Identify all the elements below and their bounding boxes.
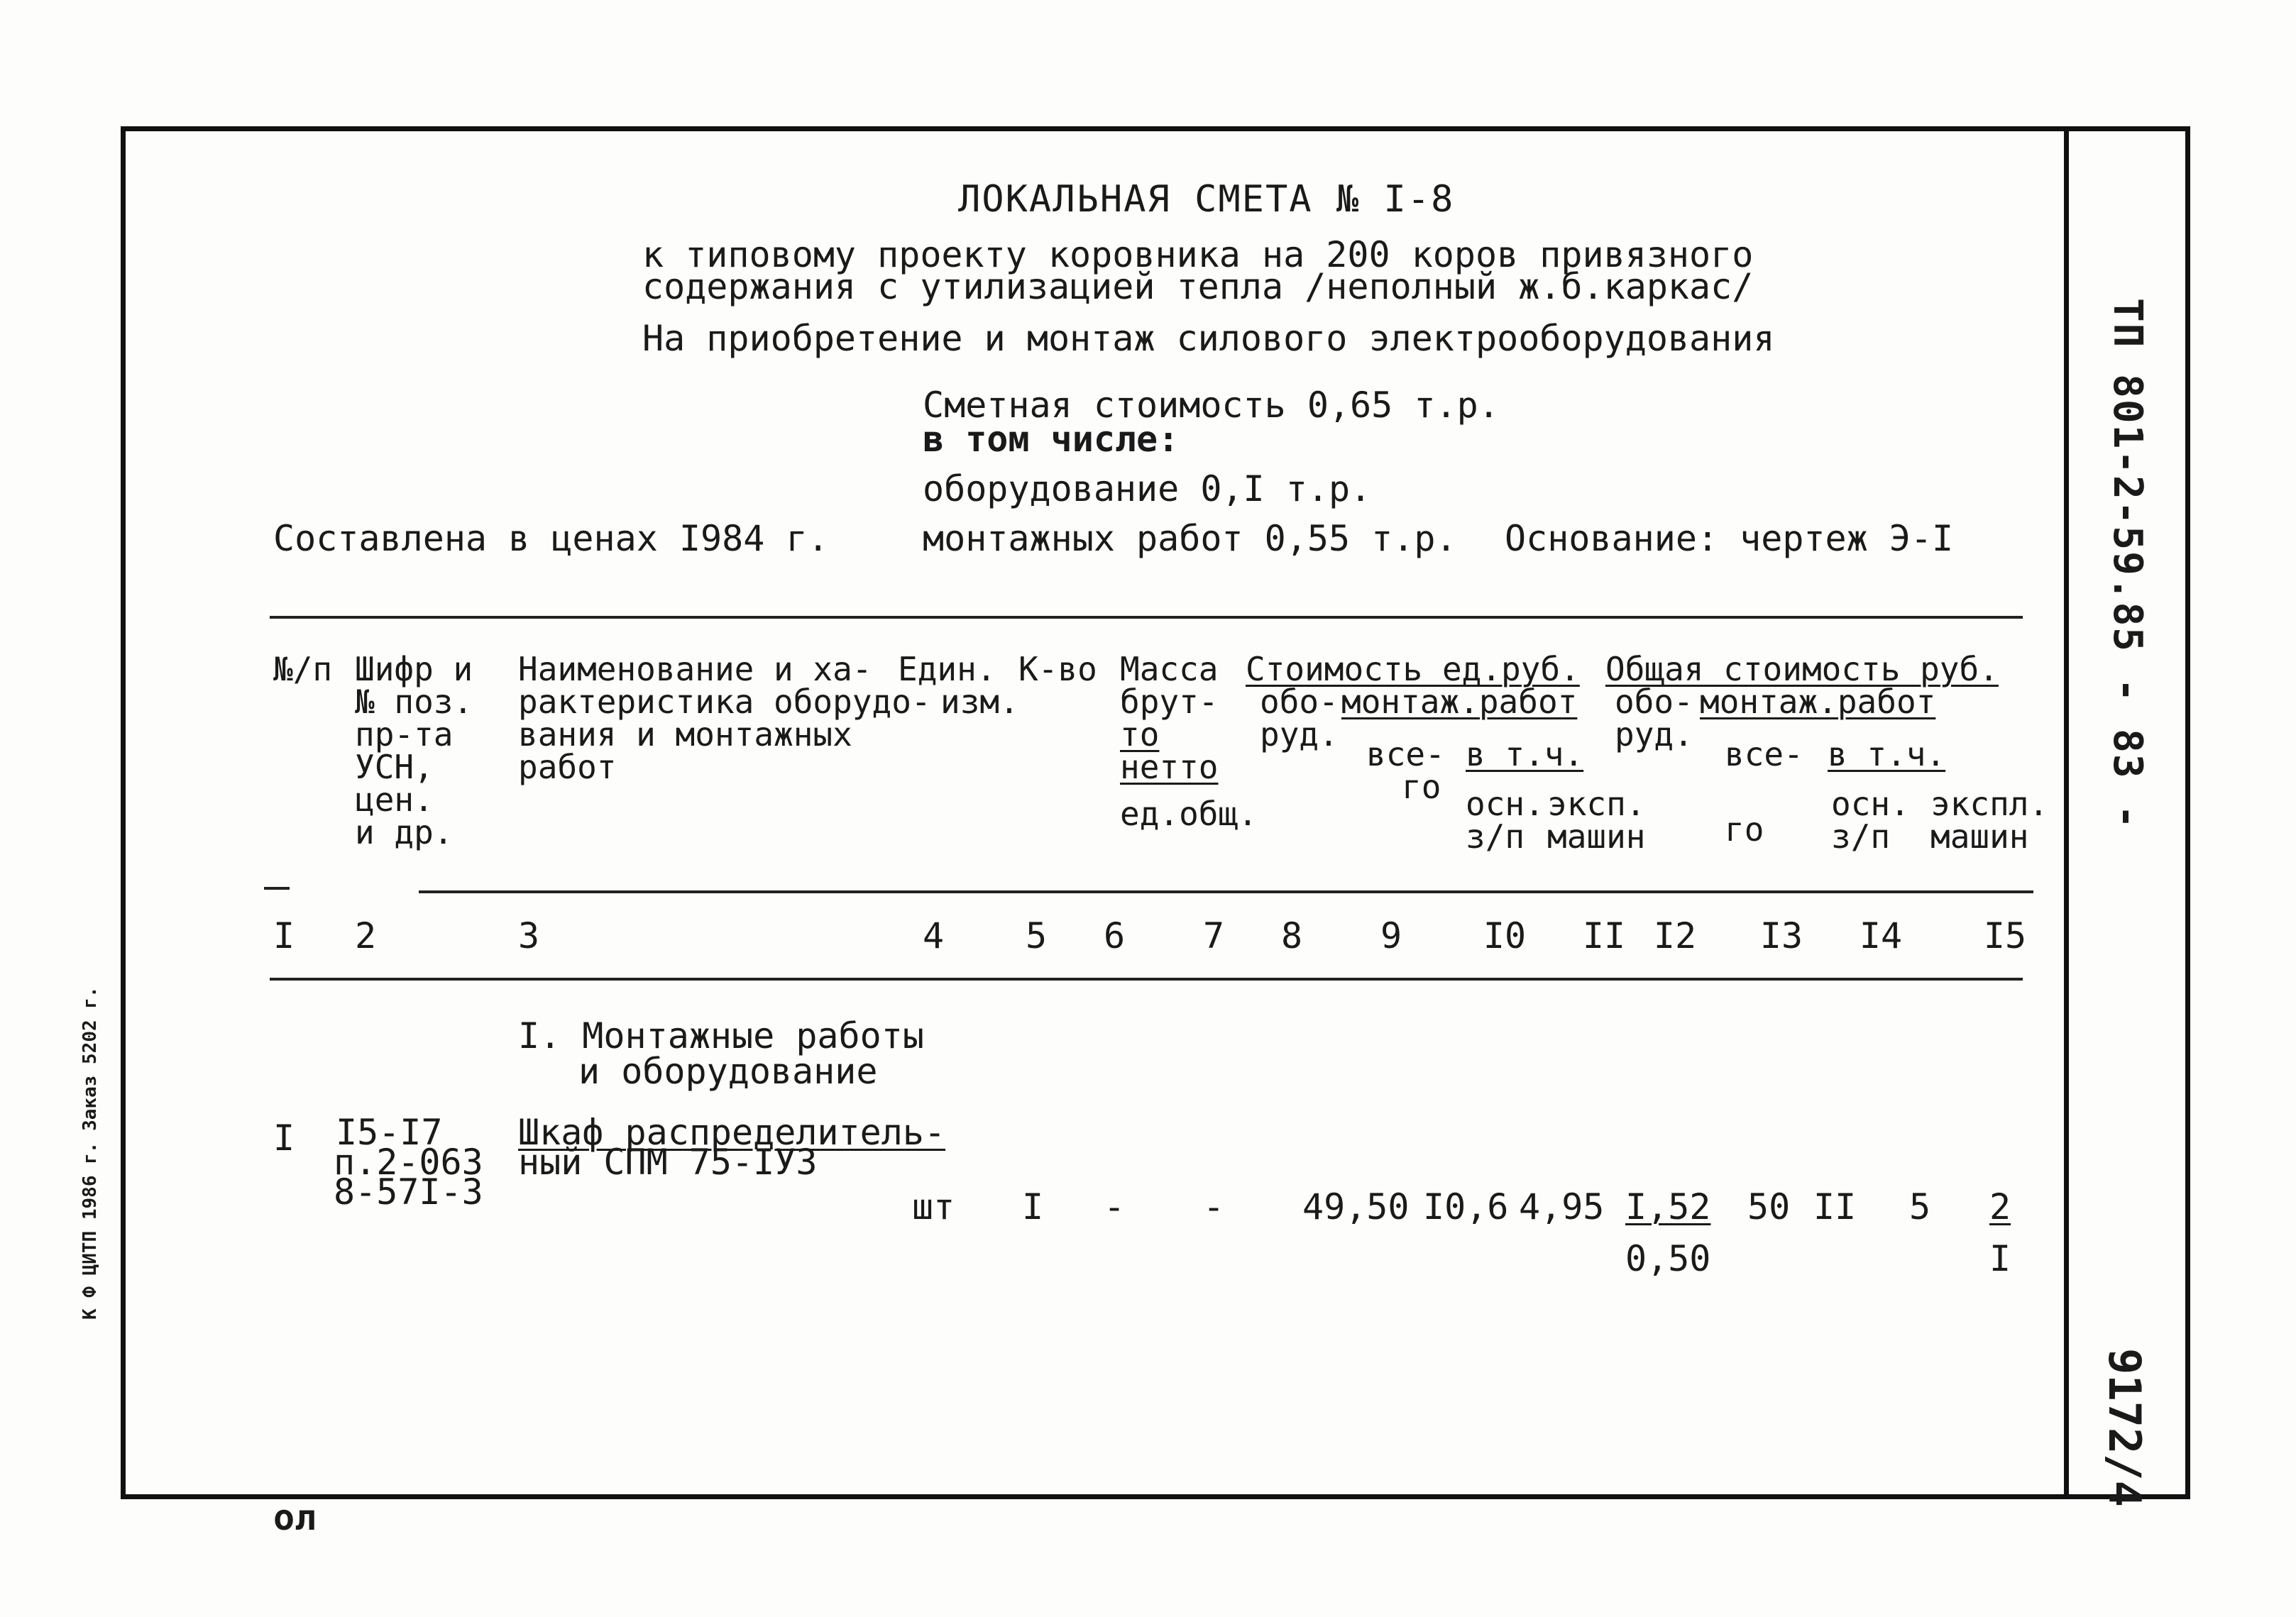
stamp-divider (2064, 126, 2069, 1499)
header-unit-osn: осн. з/п (1466, 785, 1544, 856)
header-code: Шифр и № поз. пр-та УСН, цен. и др. (355, 650, 473, 851)
section-title: I. Монтажные работы и оборудование (518, 1015, 924, 1092)
document-code: ТП 801-2-59.85 - 83 - (2104, 298, 2151, 831)
col-number: 4 (922, 915, 945, 956)
header-num: №/п (273, 650, 333, 688)
bottom-mark: ол (273, 1497, 317, 1538)
header-qty: К-во (1018, 650, 1097, 688)
margin-print: К Ф ЦИТП 1986 г. Заказ 5202 г. (79, 986, 101, 1320)
row-qty: I (1022, 1186, 1044, 1227)
row-col11-bottom: 0,50 (1625, 1238, 1711, 1279)
header-bottom-rule (419, 890, 2033, 893)
row-unit: шт (912, 1186, 955, 1227)
header-unit-eksp: эксп. машин (1547, 785, 1646, 856)
header-total-total: все- го (1725, 735, 1803, 849)
col-number: I5 (1983, 915, 2027, 956)
col-number: 7 (1202, 915, 1225, 956)
header-unit-mont: монтаж.работ (1341, 683, 1578, 721)
header-unit-equip: обо- руд. (1260, 683, 1339, 754)
numbers-rule (270, 978, 2023, 981)
row-code: I5-I7 п.2-063 8-57I-3 (334, 1112, 483, 1213)
header-unit: Един. изм. (898, 650, 1019, 721)
header-unit-total: все- го (1366, 735, 1445, 806)
row-col12: 50 (1747, 1186, 1791, 1227)
header-mass: Масса брут- то нетто ед.общ. (1120, 650, 1258, 833)
col-number: I4 (1859, 915, 1903, 956)
header-unit-incl: в т.ч. (1466, 735, 1584, 773)
col-number: I3 (1759, 915, 1803, 956)
header-total-incl: в т.ч. (1828, 735, 1946, 773)
header-total-equip: обо- руд. (1615, 683, 1693, 754)
col-number: I (273, 915, 295, 956)
subtitle-line-2: содержания с утилизацией тепла /неполный ж.б.каркас/ (642, 266, 1754, 307)
row-col9: I0,6 (1423, 1186, 1509, 1227)
subtitle-line-3: На приобретение и монтаж силового электрооборудования (642, 318, 1775, 359)
col-number: 6 (1103, 915, 1126, 956)
row-col15-bottom: I (1989, 1238, 2011, 1279)
col-number: II (1582, 915, 1626, 956)
row-col15-top: 2 (1989, 1186, 2011, 1227)
cost-including: в том числе: (923, 419, 1180, 460)
row-name: Шкаф распределитель- ный СПМ 75-IУ3 (518, 1112, 946, 1183)
header-total-cost: Общая стоимость руб. (1605, 650, 1999, 688)
subtitle-line-1: к типовому проекту коровника на 200 коров привязного (642, 234, 1754, 275)
cost-installation: монтажных работ 0,55 т.р. (923, 518, 1457, 559)
header-top-rule (270, 616, 2023, 619)
header-name: Наименование и ха- рактеристика оборудо- вания и монтажных работ (518, 650, 931, 786)
header-bottom-rule-stub (264, 887, 290, 890)
row-col13: II (1813, 1186, 1857, 1227)
row-col10: 4,95 (1519, 1186, 1605, 1227)
cost-equipment: оборудование 0,I т.р. (923, 468, 1372, 509)
row-mass-netto: - (1203, 1186, 1225, 1227)
estimated-cost: Сметная стоимость 0,65 т.р. (923, 385, 1500, 426)
col-number: I2 (1653, 915, 1697, 956)
col-number: 5 (1025, 915, 1048, 956)
col-number: 3 (517, 915, 540, 956)
row-mass-brutto: - (1104, 1186, 1126, 1227)
col-number: I0 (1483, 915, 1527, 956)
sheet-number: 9172/4 (2099, 1348, 2151, 1507)
row-number: I (273, 1117, 295, 1159)
header-total-osn: осн. з/п (1831, 785, 1910, 856)
header-total-eksp: экспл. машин (1930, 785, 2049, 856)
row-col14: 5 (1909, 1186, 1931, 1227)
row-col11-top: I,52 (1625, 1186, 1711, 1227)
header-total-mont: монтаж.работ (1700, 683, 1936, 721)
prices-note: Составлена в ценах I984 г. (273, 518, 829, 559)
document-title: ЛОКАЛЬНАЯ СМЕТА № I-8 (958, 178, 1455, 221)
basis-note: Основание: чертеж Э-I (1505, 518, 1954, 559)
col-number: 9 (1380, 915, 1402, 956)
col-number: 8 (1280, 915, 1303, 956)
col-number: 2 (354, 915, 377, 956)
row-col8: 49,50 (1302, 1186, 1410, 1227)
header-unit-cost: Стоимость ед.руб. (1246, 650, 1580, 688)
